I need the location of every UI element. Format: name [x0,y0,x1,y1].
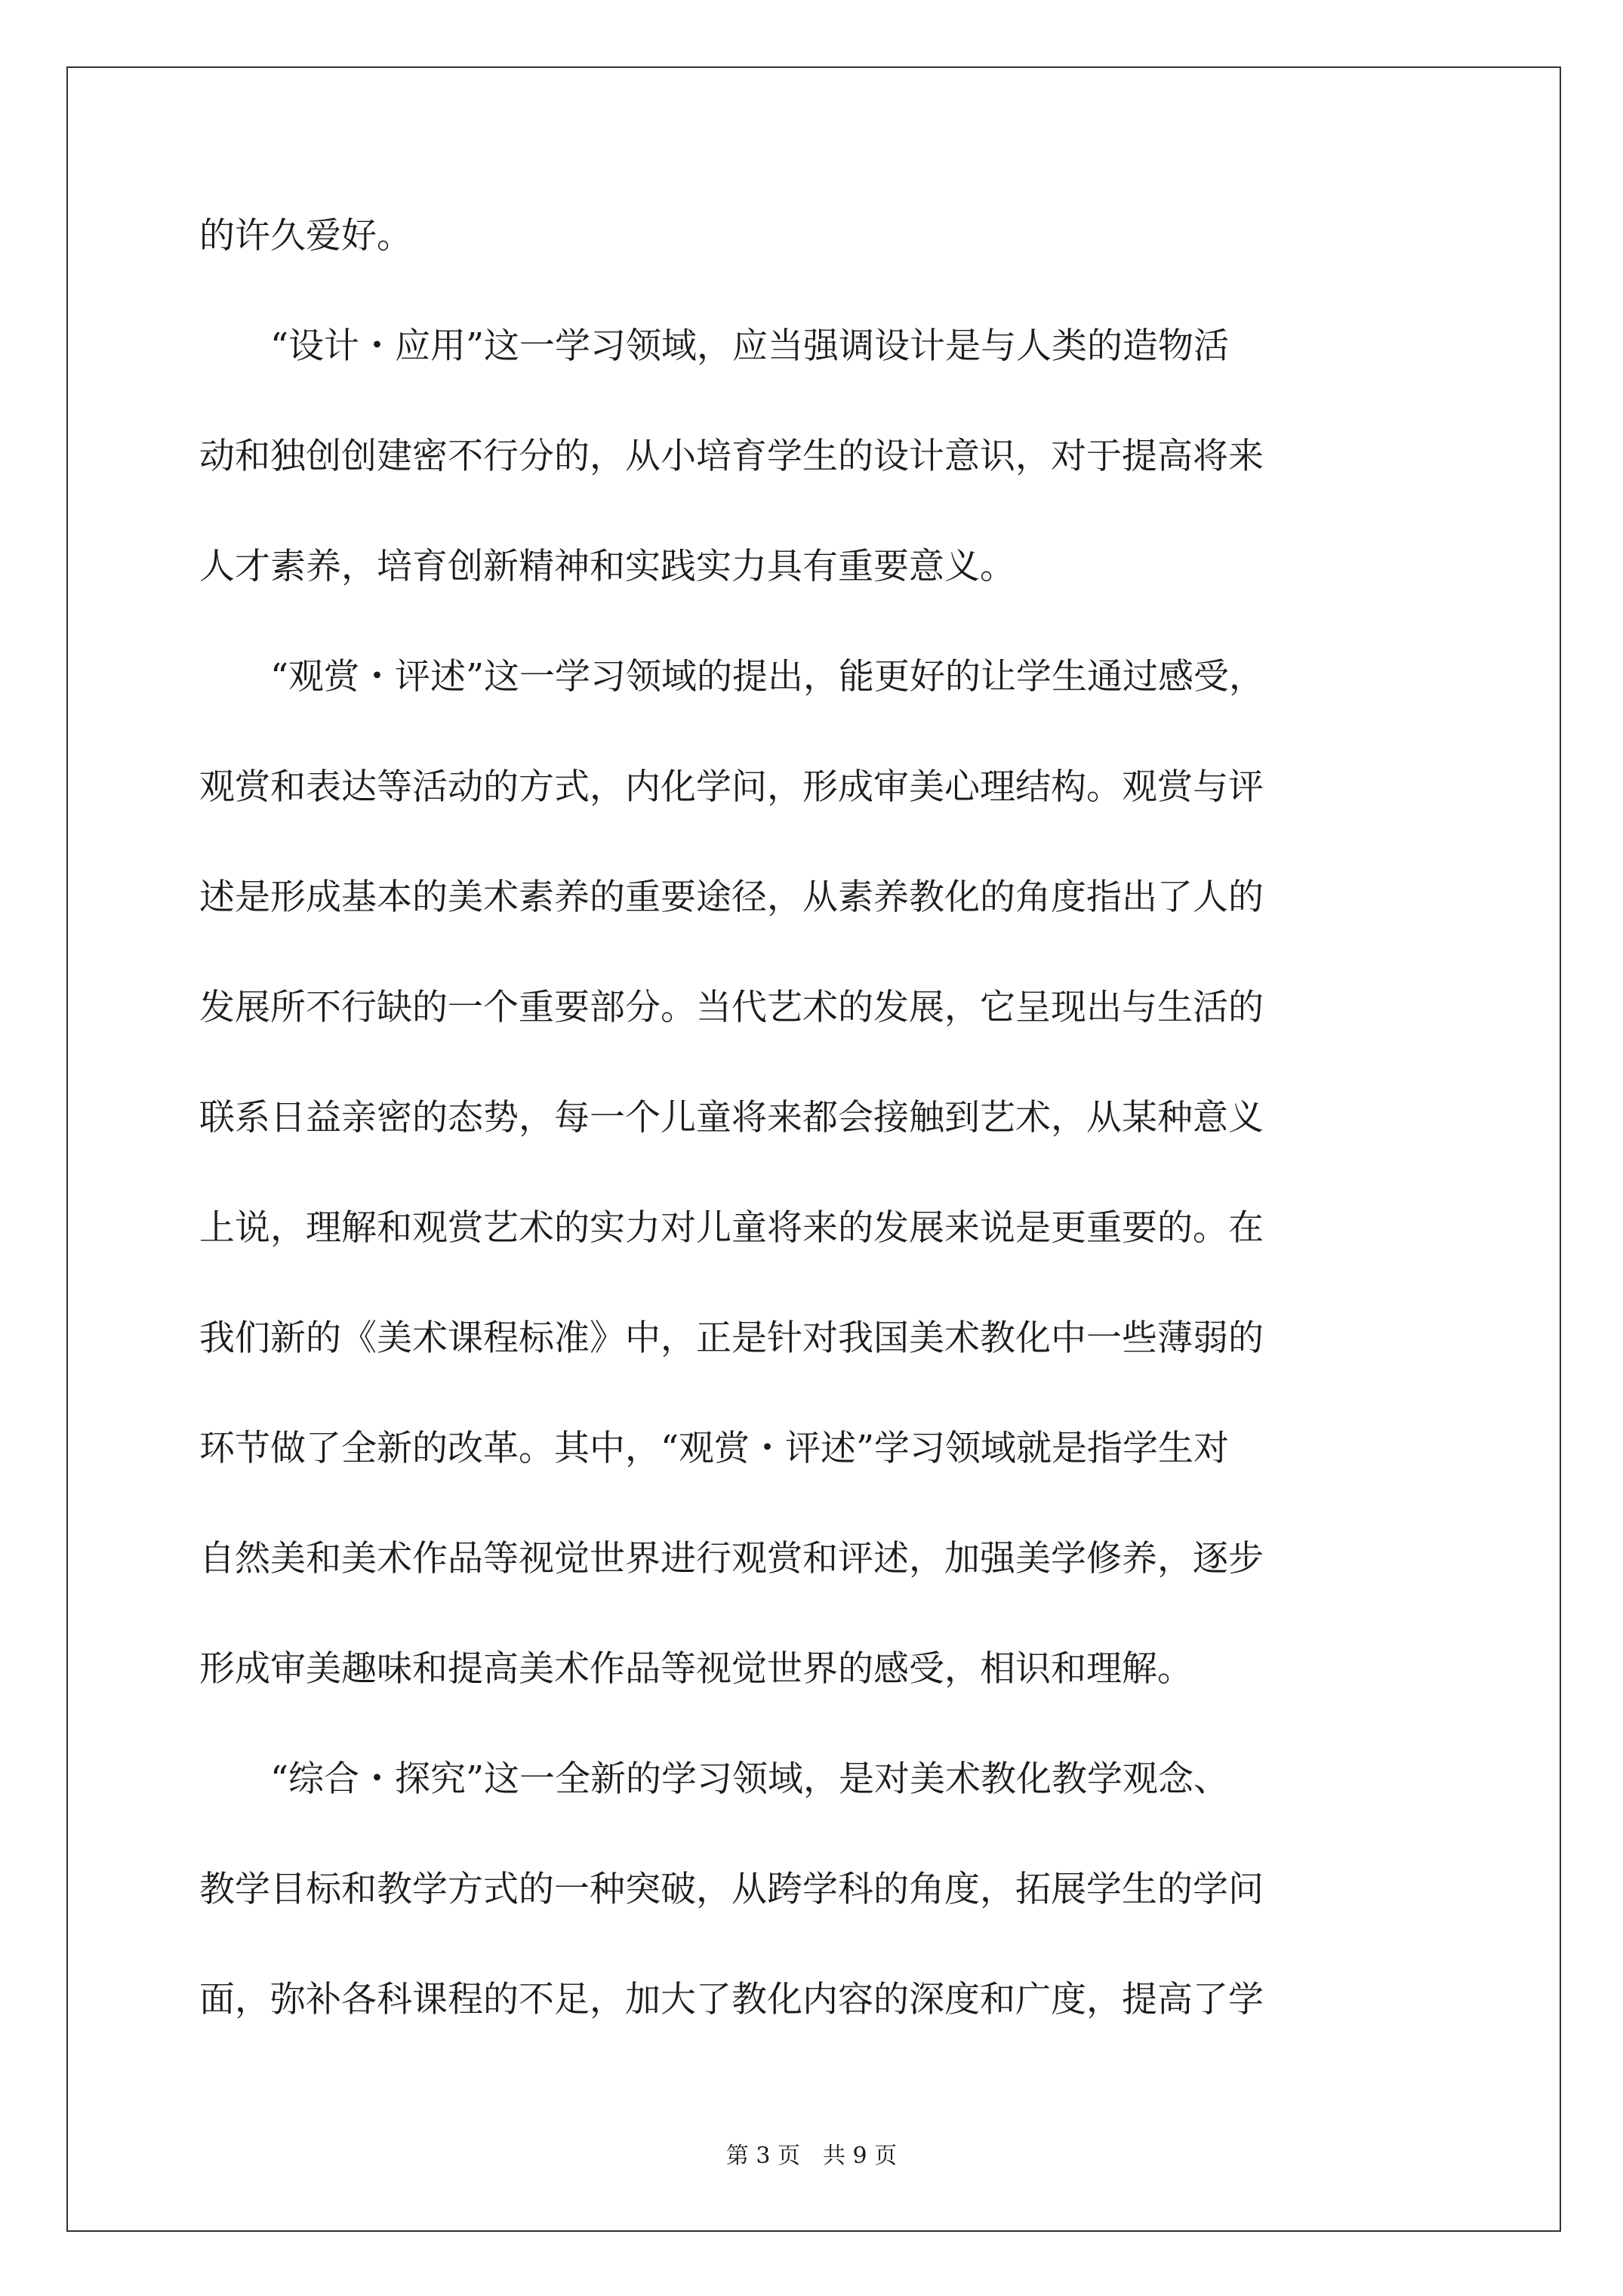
text-line: 环节做了全新的改革。其中，“观赏・评述”学习领域就是指学生对 [199,1428,1230,1469]
document-body [199,210,1437,2026]
paragraph-start-line: “观赏・评述”这一学习领域的提出，能更好的让学生通过感受， [270,656,1265,698]
text-line: 人才素养，培育创新精神和实践实力具有重要意义。 [199,546,1015,587]
text-line: 观赏和表达等活动的方式，内化学问，形成审美心理结构。观赏与评 [199,766,1264,808]
text-line: 我们新的《美术课程标准》中，正是针对我国美术教化中一些薄弱的 [199,1318,1264,1359]
text-line: 联系日益亲密的态势，每一个儿童将来都会接触到艺术，从某种意义 [199,1097,1264,1139]
text-line: 动和独创创建密不行分的，从小培育学生的设计意识，对于提高将来 [199,436,1264,477]
text-line: 的许久爱好。 [199,215,412,257]
text-line: 发展所不行缺的一个重要部分。当代艺术的发展，它呈现出与生活的 [199,987,1264,1028]
text-line: 面，弥补各科课程的不足，加大了教化内容的深度和广度，提高了学 [199,1979,1264,2020]
text-line: 自然美和美术作品等视觉世界进行观赏和评述，加强美学修养，逐步 [199,1538,1264,1579]
page-number: 第 3 页 共 9 页 [725,2143,898,2169]
text-line: 教学目标和教学方式的一种突破，从跨学科的角度，拓展学生的学问 [199,1869,1264,1910]
paragraph-start-line: “设计・应用”这一学习领域，应当强调设计是与人类的造物活 [270,325,1230,367]
paragraph-start-line: “综合・探究”这一全新的学习领域，是对美术教化教学观念、 [270,1758,1230,1800]
text-line: 形成审美趣味和提高美术作品等视觉世界的感受，相识和理解。 [199,1648,1193,1690]
text-line: 述是形成基本的美术素养的重要途径，从素养教化的角度指出了人的 [199,877,1264,918]
text-line: 上说，理解和观赏艺术的实力对儿童将来的发展来说是更重要的。在 [199,1207,1264,1249]
